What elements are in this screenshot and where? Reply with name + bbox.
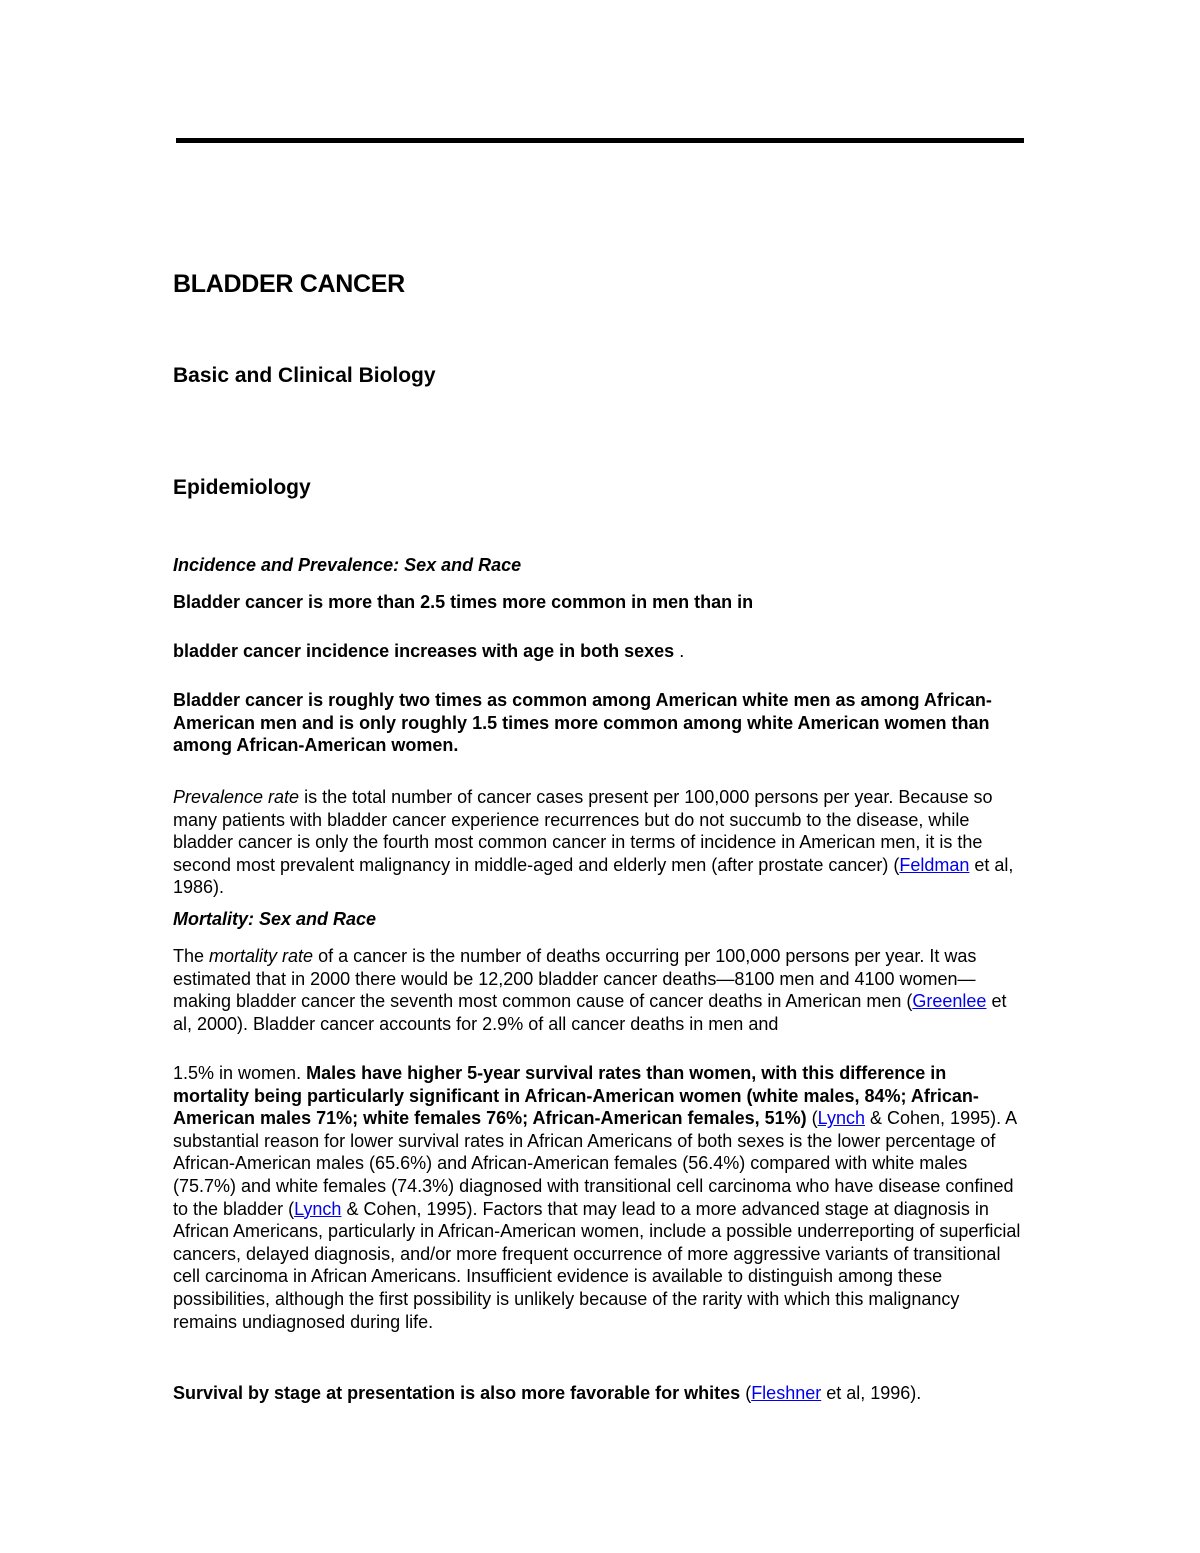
age-incidence-tail: . xyxy=(674,641,685,661)
paragraph-survival xyxy=(173,1062,1025,1333)
citation-link-lynch-2[interactable]: Lynch xyxy=(294,1198,342,1219)
paragraph-sex-ratio: Bladder cancer is more than 2.5 times more common in men than in xyxy=(173,592,754,612)
section-heading-epidemiology: Epidemiology xyxy=(173,476,311,499)
survival-bold-text: Males have higher 5-year survival rates than women, with this difference in mortality being particularly significant in African-American women (white males, 84%; African-American males 71%; white females 76%; African-American females, 51%) xyxy=(173,1063,979,1129)
paragraph-age-incidence xyxy=(173,640,1025,663)
age-incidence-text: bladder cancer incidence increases with age in both sexes xyxy=(173,641,675,661)
mortality-term: mortality rate xyxy=(209,946,314,966)
mortality-text: of a cancer is the number of deaths occurring per 100,000 persons per year. It was estimated that in 2000 there would be 12,200 bladder cancer deaths—8100 men and 4100 women—making bladder cancer the seventh most common cause of cancer deaths in American men ( xyxy=(173,946,977,1012)
stage-tail: et al, 1996). xyxy=(821,1383,922,1403)
survival-pre: 1.5% in women. xyxy=(173,1063,307,1083)
document-subtitle: Basic and Clinical Biology xyxy=(173,364,436,387)
paragraph-stage-survival xyxy=(173,1382,1025,1405)
survival-text-1: & Cohen, 1995). A substantial reason for lower survival rates in African Americans of both sexes is the lower percentage of African-American males (65.6%) and African-American females (56.4%) compared with white males (75.7%) and white females (74.3%) diagnosed with transitional cell carcinoma who have disease confined to the bladder ( xyxy=(173,1108,1017,1219)
top-horizontal-rule xyxy=(176,138,1024,143)
mortality-tail: et al, 2000). Bladder cancer accounts for 2.9% of all cancer deaths in men and xyxy=(173,991,1007,1034)
document-title: BLADDER CANCER xyxy=(173,270,405,298)
paragraph-mortality xyxy=(173,945,1025,1035)
stage-open: ( xyxy=(740,1383,752,1403)
subsection-heading-mortality: Mortality: Sex and Race xyxy=(173,909,377,929)
survival-open: ( xyxy=(806,1108,818,1129)
stage-survival-bold: Survival by stage at presentation is also more favorable for whites xyxy=(173,1383,741,1403)
paragraph-race-incidence: Bladder cancer is roughly two times as common among American white men as among African-American men and is only roughly 1.5 times more common among white American women than among African-American women. xyxy=(173,690,992,756)
mortality-pre: The xyxy=(173,946,210,966)
citation-link-lynch-1[interactable]: Lynch xyxy=(817,1108,865,1129)
paragraph-prevalence xyxy=(173,786,1025,899)
prevalence-term: Prevalence rate xyxy=(173,787,300,807)
prevalence-tail: et al, 1986). xyxy=(173,854,1014,898)
prevalence-text: is the total number of cancer cases present per 100,000 persons per year. Because so many patients with bladder cancer experience recurrences but do not succumb to the disease, while bladder cancer is only the fourth most common cancer in terms of incidence in American men, it is the second most prevalent malignancy in middle-aged and elderly men (after prostate cancer) ( xyxy=(173,787,993,875)
citation-link-greenlee[interactable]: Greenlee xyxy=(912,991,987,1012)
subsection-heading-incidence: Incidence and Prevalence: Sex and Race xyxy=(173,555,522,575)
citation-link-fleshner[interactable]: Fleshner xyxy=(751,1383,822,1403)
citation-link-feldman[interactable]: Feldman xyxy=(899,854,970,875)
survival-text-2: & Cohen, 1995). Factors that may lead to a more advanced stage at diagnosis in African Americans, particularly in African-American women, include a possible underreporting of superficial cancers, delayed diagnosis, and/or more frequent occurrence of more aggressive variants of transitional cell carcinoma in African Americans. Insufficient evidence is available to distinguish among these possibilities, although the first possibility is unlikely because of the rarity with which this malignancy remains undiagnosed during life. xyxy=(173,1198,1021,1332)
